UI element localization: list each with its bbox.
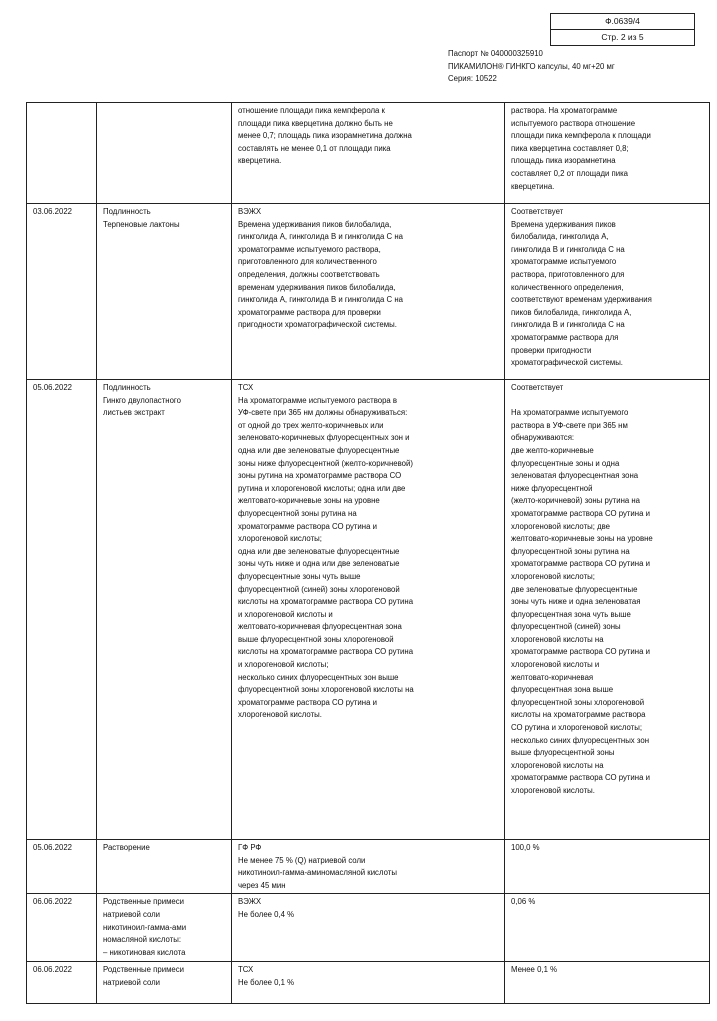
requirement-cell — [232, 380, 505, 840]
text-line: флуоресцентные зоны и одна — [511, 458, 620, 468]
text-line: хроматограмме раствора СО рутина и — [511, 559, 650, 569]
test-name-cell — [97, 962, 232, 1004]
text-line: – никотиновая кислота — [103, 947, 186, 957]
text-line: две зеленоватые флуоресцентные — [511, 584, 638, 594]
text-line: Подлинность — [103, 207, 151, 216]
table-row — [27, 840, 710, 894]
text-line: рутина и хлорогеновой кислоты; одна или две — [238, 483, 406, 493]
text-line: составлять не менее 0,1 от площади пика — [238, 143, 391, 153]
text-line: хлорогеновой кислоты и — [511, 660, 600, 670]
text-line: кислоты на хроматограмме раствора — [511, 710, 646, 720]
text-line: зоны ниже флуоресцентной (желто-коричневой) — [238, 458, 413, 468]
text-line: хлорогеновой кислоты; — [511, 571, 595, 581]
date-text: 06.06.2022 — [33, 965, 73, 975]
text-line: приготовленного для количественного — [238, 257, 377, 267]
date-cell — [27, 380, 97, 840]
text-line: количественного определения, — [511, 282, 624, 292]
text-line: гинкголида В и гинкголида С на — [511, 244, 625, 254]
text-line: (желто-коричневой) зоны рутина на — [511, 496, 641, 506]
text-line: пригодности хроматографической системы. — [238, 320, 397, 330]
text-line: и хлорогеновой кислоты и — [238, 609, 333, 619]
date-text: 03.06.2022 — [33, 207, 73, 216]
text-line: хроматограмме раствора СО рутина и — [511, 508, 650, 518]
text-line: 100,0 % — [511, 843, 540, 852]
text-line: ТСХ — [238, 383, 254, 392]
text-line: хроматограмме раствора СО рутина и — [238, 521, 377, 531]
text-line: ВЭЖХ — [238, 897, 262, 907]
text-line: несколько синих флуоресцентных зон выше — [238, 672, 399, 682]
test-name-cell — [97, 103, 232, 204]
text-line: испытуемого раствора отношение — [511, 118, 636, 128]
text-line: натриевой соли — [103, 977, 161, 987]
text-line: раствора в УФ-свете при 365 нм — [511, 420, 628, 430]
form-stamp — [550, 13, 695, 46]
text-line: отношение площади пика кемпферола к — [238, 106, 385, 115]
table-row — [27, 962, 710, 1004]
text-line: ГФ РФ — [238, 843, 262, 852]
text-line: СО рутина и хлорогеновой кислоты; — [511, 723, 643, 733]
text-line: соответствуют временам удерживания — [511, 295, 652, 305]
text-line: две желто-коричневые — [511, 445, 594, 455]
result-cell — [505, 840, 710, 894]
date-text: 05.06.2022 — [33, 843, 73, 852]
text-line: зоны рутина на хроматограмме раствора СО — [238, 471, 402, 481]
text-line: одна или две зеленоватые флуоресцентные — [238, 546, 400, 556]
text-line: обнаруживаются: — [511, 433, 575, 443]
text-line: гинкголида В и гинкголида С на — [511, 320, 625, 330]
text-line: зоны чуть ниже и одна зеленоватая — [511, 597, 641, 607]
text-line: Родственные примеси — [103, 965, 185, 975]
test-name-cell — [97, 204, 232, 380]
date-cell — [27, 840, 97, 894]
text-line: ВЭЖХ — [238, 207, 262, 216]
text-line: менее 0,7; площадь пика изорамнетина должна — [238, 131, 412, 141]
requirement-cell — [232, 103, 505, 204]
date-cell — [27, 204, 97, 380]
result-cell — [505, 894, 710, 962]
test-name-cell — [97, 380, 232, 840]
text-line: флуоресцентной (синей) зоны хлорогеновой — [238, 584, 400, 594]
text-line: Растворение — [103, 843, 150, 852]
text-line: Времена удерживания пиков билобалида, — [238, 219, 392, 229]
text-line: желтовато-коричневые зоны на уровне — [511, 534, 653, 544]
text-line: флуоресцентная зона выше — [511, 685, 614, 695]
text-line: флуоресцентной зоны рутина на — [511, 546, 630, 556]
analysis-table-body — [27, 103, 710, 1004]
table-row — [27, 894, 710, 962]
text-line: площадь пика изорамнетина — [511, 156, 616, 166]
page-number: Стр. 2 из 5 — [551, 29, 694, 45]
text-line: хроматограмме раствора СО рутина и — [238, 697, 377, 707]
text-line: хлорогеновой кислоты на — [511, 634, 604, 644]
text-line: хроматографической системы. — [511, 358, 623, 368]
text-line: пика кверцетина составляет 0,8; — [511, 143, 629, 153]
text-line: флуоресцентной зоны хлорогеновой — [511, 697, 645, 707]
text-line: хроматограмме испытуемого — [511, 257, 617, 267]
text-line: через 45 мин — [238, 880, 286, 890]
date-cell — [27, 103, 97, 204]
text-line: Терпеновые лактоны — [103, 219, 180, 229]
text-line: Соответствует — [511, 207, 564, 216]
text-line: хлорогеновой кислоты на — [511, 760, 604, 770]
date-cell — [27, 894, 97, 962]
test-name-cell — [97, 840, 232, 894]
text-line: кверцетина. — [511, 181, 555, 191]
text-line: УФ-свете при 365 нм должны обнаруживаться: — [238, 408, 408, 418]
date-text: 06.06.2022 — [33, 897, 73, 907]
text-line: Соответствует — [511, 383, 564, 392]
product-name: ПИКАМИЛОН® ГИНКГО капсулы, 40 мг+20 мг — [448, 61, 615, 71]
passport-number: Паспорт № 040000325910 — [448, 49, 543, 58]
text-line: хлорогеновой кислоты; — [238, 534, 322, 544]
text-line: ТСХ — [238, 965, 254, 975]
text-line: хроматограмме раствора для проверки — [238, 307, 381, 317]
text-line — [511, 395, 705, 408]
table-row — [27, 380, 710, 840]
text-line: хлорогеновой кислоты. — [238, 710, 322, 720]
text-line: Гинкго двулопастного — [103, 395, 181, 405]
text-line: никотиноил-гамма-ами — [103, 922, 187, 932]
text-line: флуоресцентная зона чуть выше — [511, 609, 631, 619]
text-line: ниже флуоресцентной — [511, 483, 593, 493]
text-line: натриевой соли — [103, 909, 161, 919]
text-line: желтовато-коричневая флуоресцентная зона — [238, 622, 402, 632]
text-line: раствора, приготовленного для — [511, 269, 625, 279]
text-line: желтовато-коричневые зоны на уровне — [238, 496, 380, 506]
text-line: определения, должны соответствовать — [238, 269, 380, 279]
text-line: флуоресцентной зоны рутина на — [238, 508, 357, 518]
text-line: 0,06 % — [511, 897, 536, 907]
result-cell — [505, 103, 710, 204]
text-line: проверки пригодности — [511, 345, 592, 355]
text-line: флуоресцентные зоны чуть выше — [238, 571, 361, 581]
text-line: никотиноил-гамма-аминомасляной кислоты — [238, 868, 397, 878]
text-line: зеленоватая флуоресцентная зона — [511, 471, 639, 481]
text-line: хлорогеновой кислоты. — [511, 786, 595, 795]
result-cell — [505, 204, 710, 380]
text-line: билобалида, гинкголида А, — [511, 232, 609, 242]
text-line: раствора. На хроматограмме — [511, 106, 618, 115]
form-code: Ф.0639/4 — [605, 16, 640, 26]
series-number: Серия: 10522 — [448, 74, 497, 83]
text-line: хроматограмме раствора СО рутина и — [511, 773, 650, 783]
text-line: кверцетина. — [238, 156, 282, 166]
text-line: Родственные примеси — [103, 897, 185, 907]
text-line: Менее 0,1 % — [511, 965, 558, 975]
text-line: Не более 0,4 % — [238, 909, 295, 919]
text-line: желтовато-коричневая — [511, 672, 594, 682]
text-line: хроматограмме раствора для — [511, 332, 619, 342]
text-line: хлорогеновой кислоты; две — [511, 521, 611, 531]
text-line: несколько синих флуоресцентных зон — [511, 735, 649, 745]
text-line: выше флуоресцентной зоны хлорогеновой — [238, 634, 394, 644]
requirement-cell — [232, 894, 505, 962]
text-line: от одной до трех желто-коричневых или — [238, 420, 384, 430]
text-line: площади пика кверцетина должно быть не — [238, 118, 393, 128]
text-line: составляет 0,2 от площади пика — [511, 168, 629, 178]
text-line: Не более 0,1 % — [238, 977, 295, 987]
text-line: зоны чуть ниже и одна или две зеленоватые — [238, 559, 400, 569]
text-line: На хроматограмме испытуемого раствора в — [238, 395, 398, 405]
date-text: 05.06.2022 — [33, 383, 73, 392]
text-line: Времена удерживания пиков — [511, 219, 616, 229]
text-line: выше флуоресцентной зоны — [511, 748, 615, 758]
requirement-cell — [232, 962, 505, 1004]
text-line: флуоресцентной (синей) зоны — [511, 622, 621, 632]
analysis-table — [26, 102, 710, 1004]
result-cell — [505, 962, 710, 1004]
text-line: На хроматограмме испытуемого — [511, 408, 629, 418]
date-cell — [27, 962, 97, 1004]
text-line: гинкголида А, гинкголида В и гинкголида С на — [238, 295, 403, 305]
table-row — [27, 103, 710, 204]
text-line: и хлорогеновой кислоты; — [238, 660, 329, 670]
requirement-cell — [232, 204, 505, 380]
text-line: пиков билобалида, гинкголида А, — [511, 307, 632, 317]
text-line: листьев экстракт — [103, 408, 165, 418]
text-line: Не менее 75 % (Q) натриевой соли — [238, 855, 366, 865]
text-line: кислоты на хроматограмме раствора СО рутина — [238, 597, 414, 607]
text-line: зеленовато-коричневых флуоресцентных зон и — [238, 433, 410, 443]
text-line: номасляной кислоты: — [103, 935, 181, 945]
passport-header — [448, 48, 615, 86]
text-line: хроматограмме раствора СО рутина и — [511, 647, 650, 657]
text-line: кислоты на хроматограмме раствора СО рутина — [238, 647, 414, 657]
text-line: временам удерживания пиков билобалида, — [238, 282, 396, 292]
test-name-cell — [97, 894, 232, 962]
result-cell — [505, 380, 710, 840]
text-line: Подлинность — [103, 383, 151, 392]
text-line: хроматограмме испытуемого раствора, — [238, 244, 381, 254]
text-line: флуоресцентной зоны хлорогеновой кислоты на — [238, 685, 414, 695]
text-line: гинкголида А, гинкголида В и гинкголида С на — [238, 232, 403, 242]
requirement-cell — [232, 840, 505, 894]
text-line: площади пика кемпферола к площади — [511, 131, 651, 141]
table-row — [27, 204, 710, 380]
text-line: одна или две зеленоватые флуоресцентные — [238, 445, 400, 455]
